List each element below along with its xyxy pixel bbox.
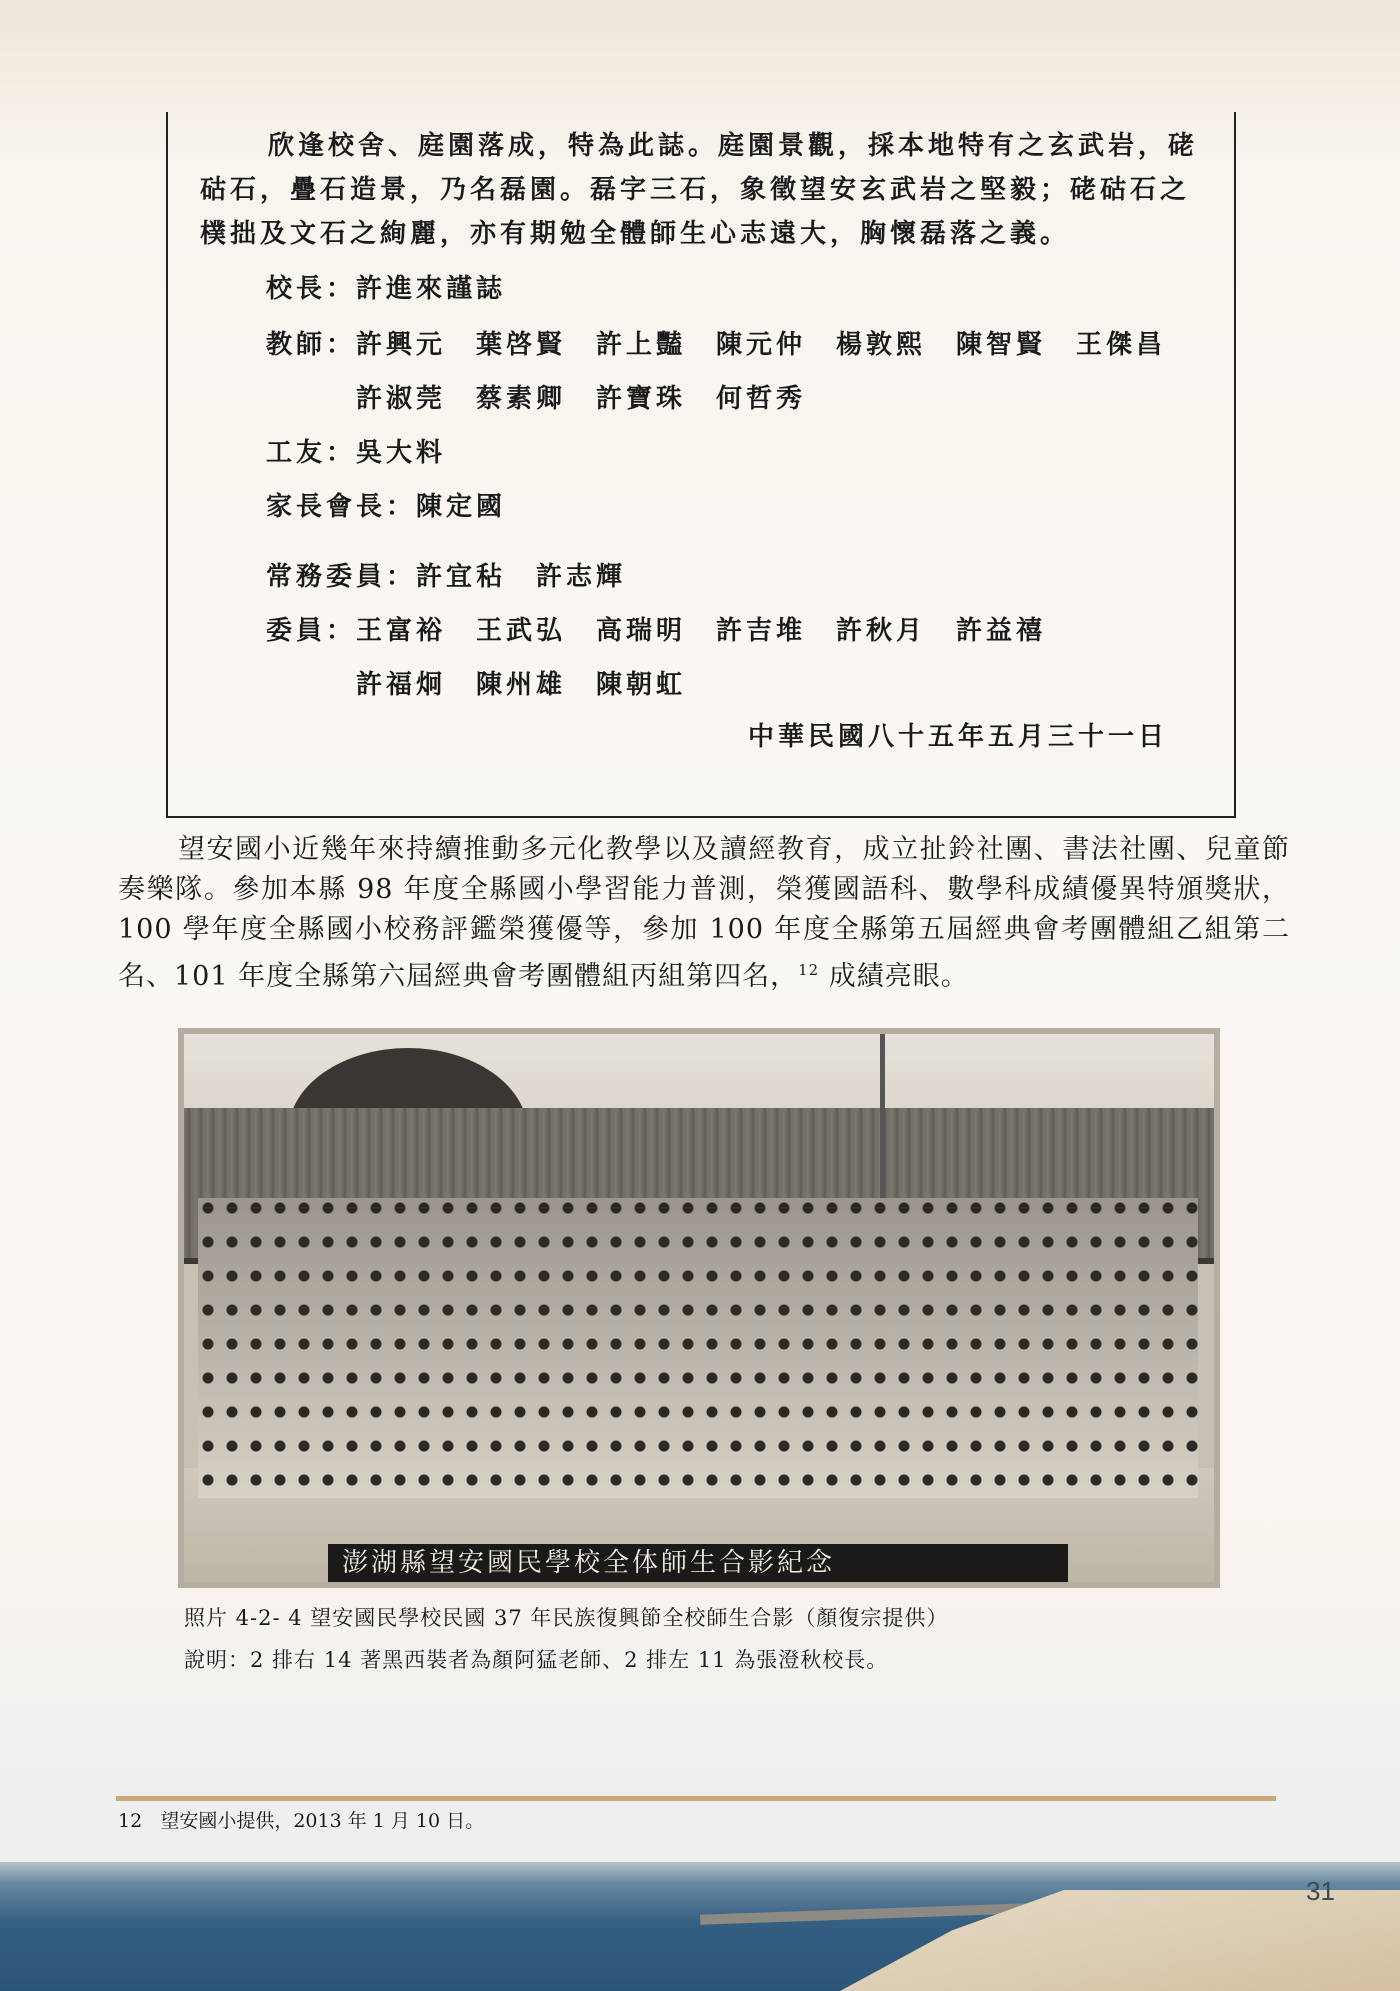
page-number: 31 <box>1306 1876 1335 1906</box>
inscription-teachers-line-1: 教師：許興元 葉啓賢 許上豔 陳元仲 楊敦熙 陳智賢 王傑昌 <box>266 330 1167 360</box>
inscription-members-line-2: 許福炯 陳州雄 陳朝虹 <box>356 670 687 700</box>
inscription-paragraph: 欣逢校舍、庭園落成，特為此誌。庭園景觀，採本地特有之玄武岩，硓𥑮石，疊石造景，乃名磊園。磊字三石，象徵望安玄武岩之堅毅；硓𥑮石之樸拙及文石之絢麗，亦有期勉全體師生心志遠大，胸懷磊落之義。 <box>200 131 1199 249</box>
footnote-divider <box>116 1796 1276 1801</box>
inscription-date: 中華民國八十五年五月三十一日 <box>748 722 1169 752</box>
inscription-members-line-1: 委員：王富裕 王武弘 高瑞明 許吉堆 許秋月 許益禧 <box>266 616 1047 646</box>
historic-group-photo <box>178 1028 1220 1588</box>
inscription-pta-chair: 家長會長：陳定國 <box>266 492 507 522</box>
footnote-number: 12 <box>118 1810 143 1832</box>
body-text: 望安國小近幾年來持續推動多元化教學以及讀經教育，成立扯鈴社團、書法社團、兒童節奏樂隊。參加本縣 98 年度全縣國小學習能力普測，榮獲國語科、數學科成績優異特頒獎狀，100 學年度全縣國小校務評鑑榮獲優等，參加 100 年度全縣第五屆經典會考團體組乙組第二名、101 年度全縣第六屆經典會考團體組丙組第四名， <box>118 834 1290 992</box>
photo-frame <box>178 1028 1220 1588</box>
photo-banner: 澎湖縣望安國民學校全体師生合影紀念 <box>328 1544 1068 1582</box>
inscription-principal: 校長：許進來謹誌 <box>266 274 507 304</box>
body-text-end: 成績亮眼。 <box>819 961 969 992</box>
photo-caption-note: 說明：2 排右 14 著黑西裝者為顏阿猛老師、2 排左 11 為張澄秋校長。 <box>184 1648 889 1672</box>
photo-caption: 照片 4-2- 4 望安國民學校民國 37 年民族復興節全校師生合影（顏復宗提供） <box>184 1606 949 1630</box>
inscription-teachers-line-2: 許淑莞 蔡素卿 許寶珠 何哲秀 <box>356 384 807 414</box>
inscription-standing-members: 常務委員：許宜秥 許志輝 <box>266 562 627 592</box>
footnote-text: 望安國小提供，2013 年 1 月 10 日。 <box>160 1810 485 1832</box>
footnote <box>118 1806 484 1833</box>
inscription-worker: 工友：吳大料 <box>266 438 447 468</box>
footnote-reference[interactable]: 12 <box>798 961 820 979</box>
body-paragraph <box>118 830 1290 997</box>
